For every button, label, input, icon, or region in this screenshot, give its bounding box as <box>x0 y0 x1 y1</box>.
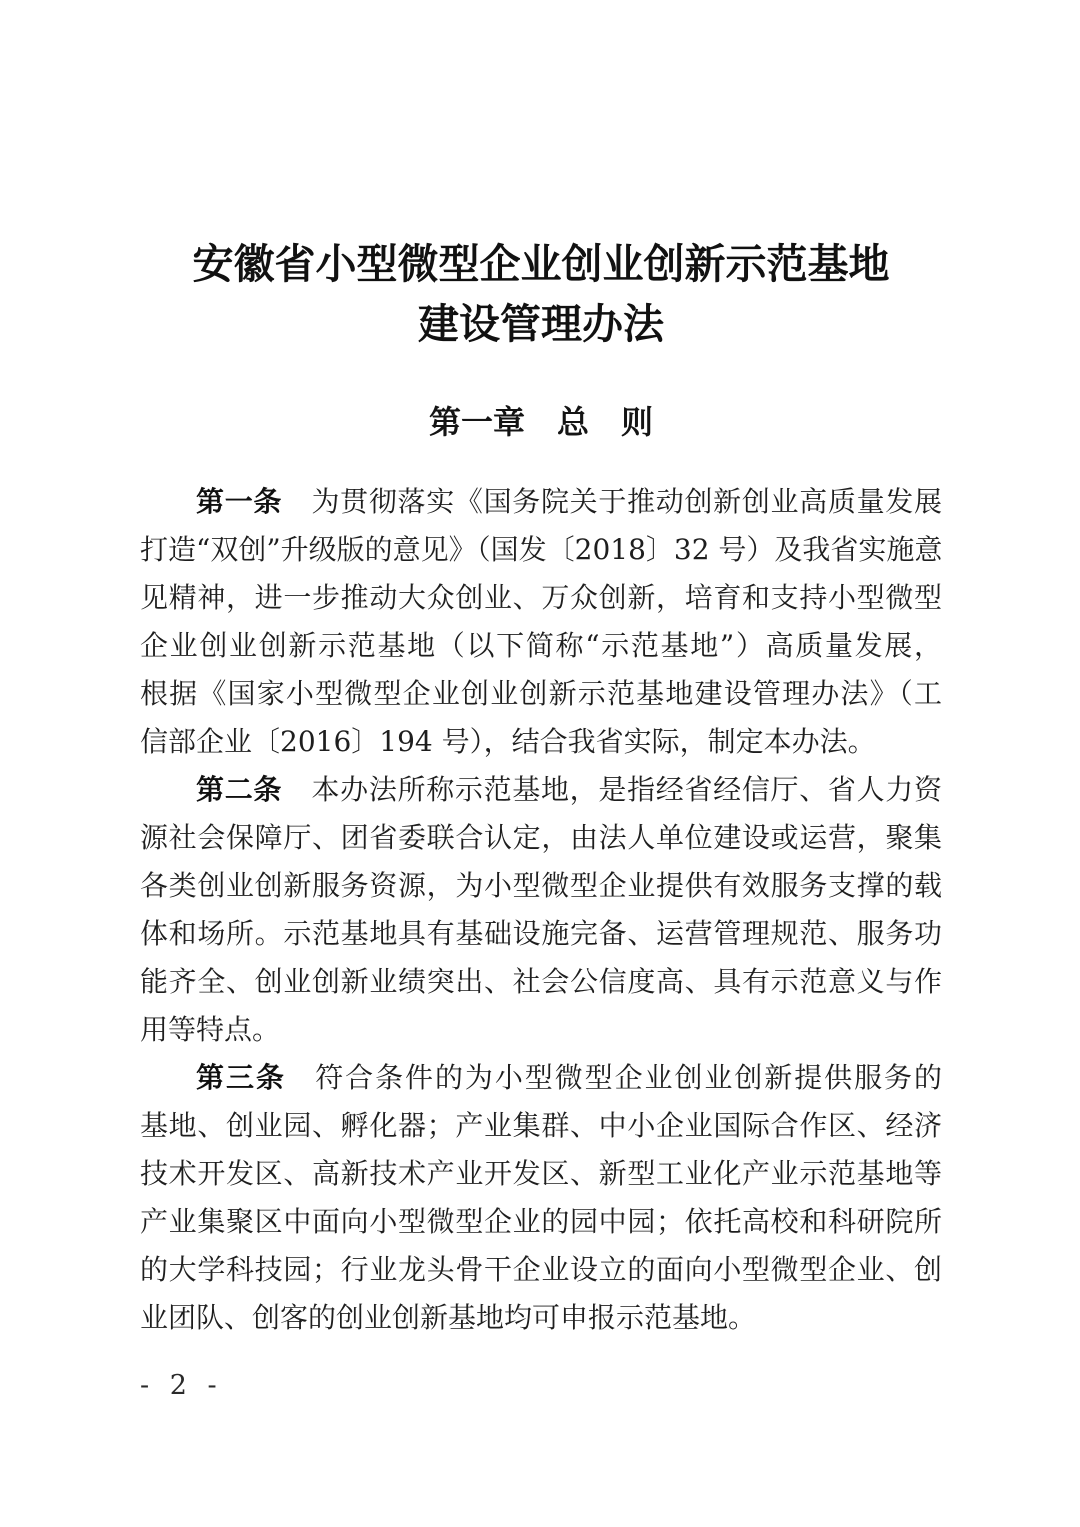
article-label: 第二条 <box>196 773 283 806</box>
article-3 <box>140 1054 942 1342</box>
article-1-line-2: 打造“双创”升级版的意见》（国发〔2018〕32 号）及我省实施意 <box>140 533 943 566</box>
article-2-line-5: 能齐全、创业创新业绩突出、社会公信度高、具有示范意义与作 <box>140 965 942 998</box>
article-1-line-1 <box>140 478 942 526</box>
article-1-line-6: 信部企业〔2016〕194 号），结合我省实际，制定本办法。 <box>140 725 876 758</box>
article-3-line-3: 技术开发区、高新技术产业开发区、新型工业化产业示范基地等 <box>140 1157 942 1190</box>
document-title <box>140 234 942 354</box>
article-first-line-text: 为贯彻落实《国务院关于推动创新创业高质量发展 <box>311 485 942 518</box>
article-3-line-1 <box>140 1054 942 1102</box>
article-3-line-2: 基地、创业园、孵化器；产业集群、中小企业国际合作区、经济 <box>140 1109 942 1142</box>
article-1-line-4: 企业创业创新示范基地（以下简称“示范基地”）高质量发展， <box>140 629 942 662</box>
article-1 <box>140 478 942 766</box>
article-2-line-2: 源社会保障厅、团省委联合认定，由法人单位建设或运营，聚集 <box>140 821 942 854</box>
article-first-line-text: 本办法所称示范基地，是指经省经信厅、省人力资 <box>311 773 942 806</box>
document-title-line-1: 安徽省小型微型企业创业创新示范基地 <box>192 240 890 288</box>
article-3-line-4: 产业集聚区中面向小型微型企业的园中园；依托高校和科研院所 <box>140 1205 942 1238</box>
article-2-line-4: 体和场所。示范基地具有基础设施完备、运营管理规范、服务功 <box>140 917 942 950</box>
article-2-line-3: 各类创业创新服务资源，为小型微型企业提供有效服务支撑的载 <box>140 869 942 902</box>
article-first-line-text: 符合条件的为小型微型企业创业创新提供服务的 <box>315 1061 942 1094</box>
article-1-line-5: 根据《国家小型微型企业创业创新示范基地建设管理办法》（工 <box>140 677 942 710</box>
article-2-line-6: 用等特点。 <box>140 1013 281 1046</box>
article-label: 第三条 <box>196 1061 286 1094</box>
article-1-line-3: 见精神，进一步推动大众创业、万众创新，培育和支持小型微型 <box>140 581 942 614</box>
article-3-line-5: 的大学科技园；行业龙头骨干企业设立的面向小型微型企业、创 <box>140 1253 942 1286</box>
chapter-heading: 第一章 总 则 <box>428 403 653 441</box>
article-2 <box>140 766 942 1054</box>
article-2-line-1 <box>140 766 942 814</box>
document-title-line-2: 建设管理办法 <box>418 300 664 348</box>
page-number: - 2 - <box>140 1370 223 1401</box>
article-3-line-6: 业团队、创客的创业创新基地均可申报示范基地。 <box>140 1301 757 1334</box>
article-label: 第一条 <box>196 485 283 518</box>
document-body <box>140 478 942 1342</box>
